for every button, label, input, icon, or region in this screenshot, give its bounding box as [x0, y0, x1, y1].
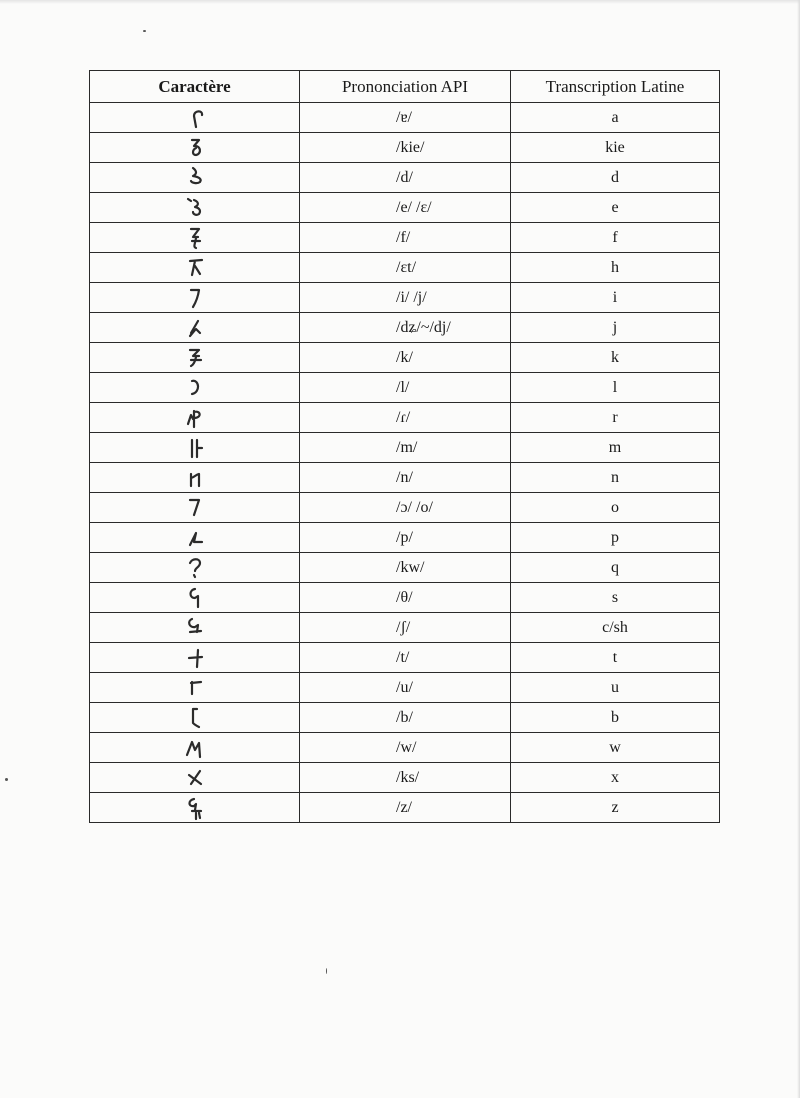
- latin-cell: kie: [511, 133, 720, 163]
- pronunciation-cell: /θ/: [300, 583, 511, 613]
- glyph-w-icon: [183, 735, 207, 761]
- scan-speck: [326, 968, 327, 974]
- glyph-j-icon: [183, 315, 207, 341]
- glyph-s-icon: [183, 585, 207, 611]
- header-pronunciation: Prononciation API: [300, 71, 511, 103]
- character-cell: [90, 523, 300, 553]
- table-row: [90, 493, 720, 523]
- glyph-t-icon: [183, 645, 207, 671]
- latin-cell: b: [511, 703, 720, 733]
- pronunciation-cell: /kw/: [300, 553, 511, 583]
- pronunciation-cell: /p/: [300, 523, 511, 553]
- latin-cell: p: [511, 523, 720, 553]
- glyph-q-icon: [183, 555, 207, 581]
- header-latin: Transcription Latine: [511, 71, 720, 103]
- table-row: [90, 223, 720, 253]
- scan-speck: [5, 778, 8, 781]
- table-row: [90, 103, 720, 133]
- character-cell: [90, 733, 300, 763]
- latin-cell: i: [511, 283, 720, 313]
- table-row: [90, 673, 720, 703]
- character-cell: [90, 253, 300, 283]
- table-row: [90, 133, 720, 163]
- character-cell: [90, 103, 300, 133]
- character-cell: [90, 493, 300, 523]
- table-header: [90, 71, 720, 103]
- glyph-l-icon: [183, 375, 207, 401]
- table-row: [90, 403, 720, 433]
- glyph-u-icon: [183, 675, 207, 701]
- table-row: [90, 793, 720, 823]
- pronunciation-cell: /dʑ/~/dj/: [300, 313, 511, 343]
- latin-cell: m: [511, 433, 720, 463]
- table-row: [90, 313, 720, 343]
- glyph-r-icon: [183, 405, 207, 431]
- table-row: [90, 763, 720, 793]
- table-body: [90, 103, 720, 823]
- glyph-e-icon: [183, 195, 207, 221]
- glyph-z-icon: [183, 795, 207, 821]
- header-character: Caractère: [90, 71, 300, 103]
- table-row: [90, 253, 720, 283]
- pronunciation-cell: /t/: [300, 643, 511, 673]
- character-cell: [90, 163, 300, 193]
- pronunciation-cell: /m/: [300, 433, 511, 463]
- character-cell: [90, 313, 300, 343]
- pronunciation-cell: /kie/: [300, 133, 511, 163]
- latin-cell: f: [511, 223, 720, 253]
- table-row: [90, 523, 720, 553]
- pronunciation-cell: /ɛt/: [300, 253, 511, 283]
- glyph-k-icon: [183, 345, 207, 371]
- glyph-o-icon: [183, 495, 207, 521]
- character-cell: [90, 373, 300, 403]
- pronunciation-cell: /i/ /j/: [300, 283, 511, 313]
- latin-cell: j: [511, 313, 720, 343]
- character-cell: [90, 643, 300, 673]
- glyph-m-icon: [183, 435, 207, 461]
- glyph-p-icon: [183, 525, 207, 551]
- glyph-i-icon: [183, 285, 207, 311]
- character-cell: [90, 463, 300, 493]
- latin-cell: h: [511, 253, 720, 283]
- character-cell: [90, 193, 300, 223]
- table-row: [90, 553, 720, 583]
- latin-cell: r: [511, 403, 720, 433]
- character-cell: [90, 283, 300, 313]
- glyph-d-icon: [183, 165, 207, 191]
- character-cell: [90, 133, 300, 163]
- character-cell: [90, 433, 300, 463]
- character-cell: [90, 673, 300, 703]
- pronunciation-cell: /d/: [300, 163, 511, 193]
- table-row: [90, 613, 720, 643]
- glyph-n-icon: [183, 465, 207, 491]
- scan-speck: [143, 30, 146, 32]
- pronunciation-cell: /e/ /ɛ/: [300, 193, 511, 223]
- character-cell: [90, 403, 300, 433]
- latin-cell: o: [511, 493, 720, 523]
- table-row: [90, 193, 720, 223]
- latin-cell: e: [511, 193, 720, 223]
- latin-cell: q: [511, 553, 720, 583]
- character-cell: [90, 553, 300, 583]
- latin-cell: z: [511, 793, 720, 823]
- latin-cell: u: [511, 673, 720, 703]
- table-row: [90, 643, 720, 673]
- pronunciation-cell: /ʃ/: [300, 613, 511, 643]
- latin-cell: k: [511, 343, 720, 373]
- pronunciation-cell: /n/: [300, 463, 511, 493]
- latin-cell: x: [511, 763, 720, 793]
- latin-cell: s: [511, 583, 720, 613]
- table-row: [90, 283, 720, 313]
- pronunciation-cell: /ɐ/: [300, 103, 511, 133]
- latin-cell: d: [511, 163, 720, 193]
- latin-cell: n: [511, 463, 720, 493]
- pronunciation-cell: /u/: [300, 673, 511, 703]
- glyph-sh-icon: [183, 615, 207, 641]
- glyph-b-icon: [183, 705, 207, 731]
- table-row: [90, 433, 720, 463]
- header-row: [90, 71, 720, 103]
- table-row: [90, 583, 720, 613]
- glyph-f-icon: [183, 225, 207, 251]
- character-cell: [90, 763, 300, 793]
- glyph-table: [89, 70, 720, 823]
- pronunciation-cell: /ks/: [300, 763, 511, 793]
- character-cell: [90, 703, 300, 733]
- glyph-h-icon: [183, 255, 207, 281]
- table-row: [90, 463, 720, 493]
- pronunciation-cell: /l/: [300, 373, 511, 403]
- table-row: [90, 373, 720, 403]
- table-row: [90, 163, 720, 193]
- glyph-a-icon: [183, 105, 207, 131]
- pronunciation-cell: /b/: [300, 703, 511, 733]
- table-row: [90, 733, 720, 763]
- glyph-x-icon: [183, 765, 207, 791]
- pronunciation-cell: /ɾ/: [300, 403, 511, 433]
- latin-cell: w: [511, 733, 720, 763]
- latin-cell: c/sh: [511, 613, 720, 643]
- glyph-kie-icon: [183, 135, 207, 161]
- character-cell: [90, 613, 300, 643]
- character-cell: [90, 343, 300, 373]
- character-cell: [90, 223, 300, 253]
- latin-cell: l: [511, 373, 720, 403]
- pronunciation-cell: /f/: [300, 223, 511, 253]
- scan-top-shadow: [0, 0, 800, 4]
- pronunciation-cell: /z/: [300, 793, 511, 823]
- pronunciation-cell: /ɔ/ /o/: [300, 493, 511, 523]
- table-row: [90, 703, 720, 733]
- table-row: [90, 343, 720, 373]
- latin-cell: t: [511, 643, 720, 673]
- latin-cell: a: [511, 103, 720, 133]
- character-cell: [90, 793, 300, 823]
- pronunciation-cell: /k/: [300, 343, 511, 373]
- pronunciation-cell: /w/: [300, 733, 511, 763]
- character-cell: [90, 583, 300, 613]
